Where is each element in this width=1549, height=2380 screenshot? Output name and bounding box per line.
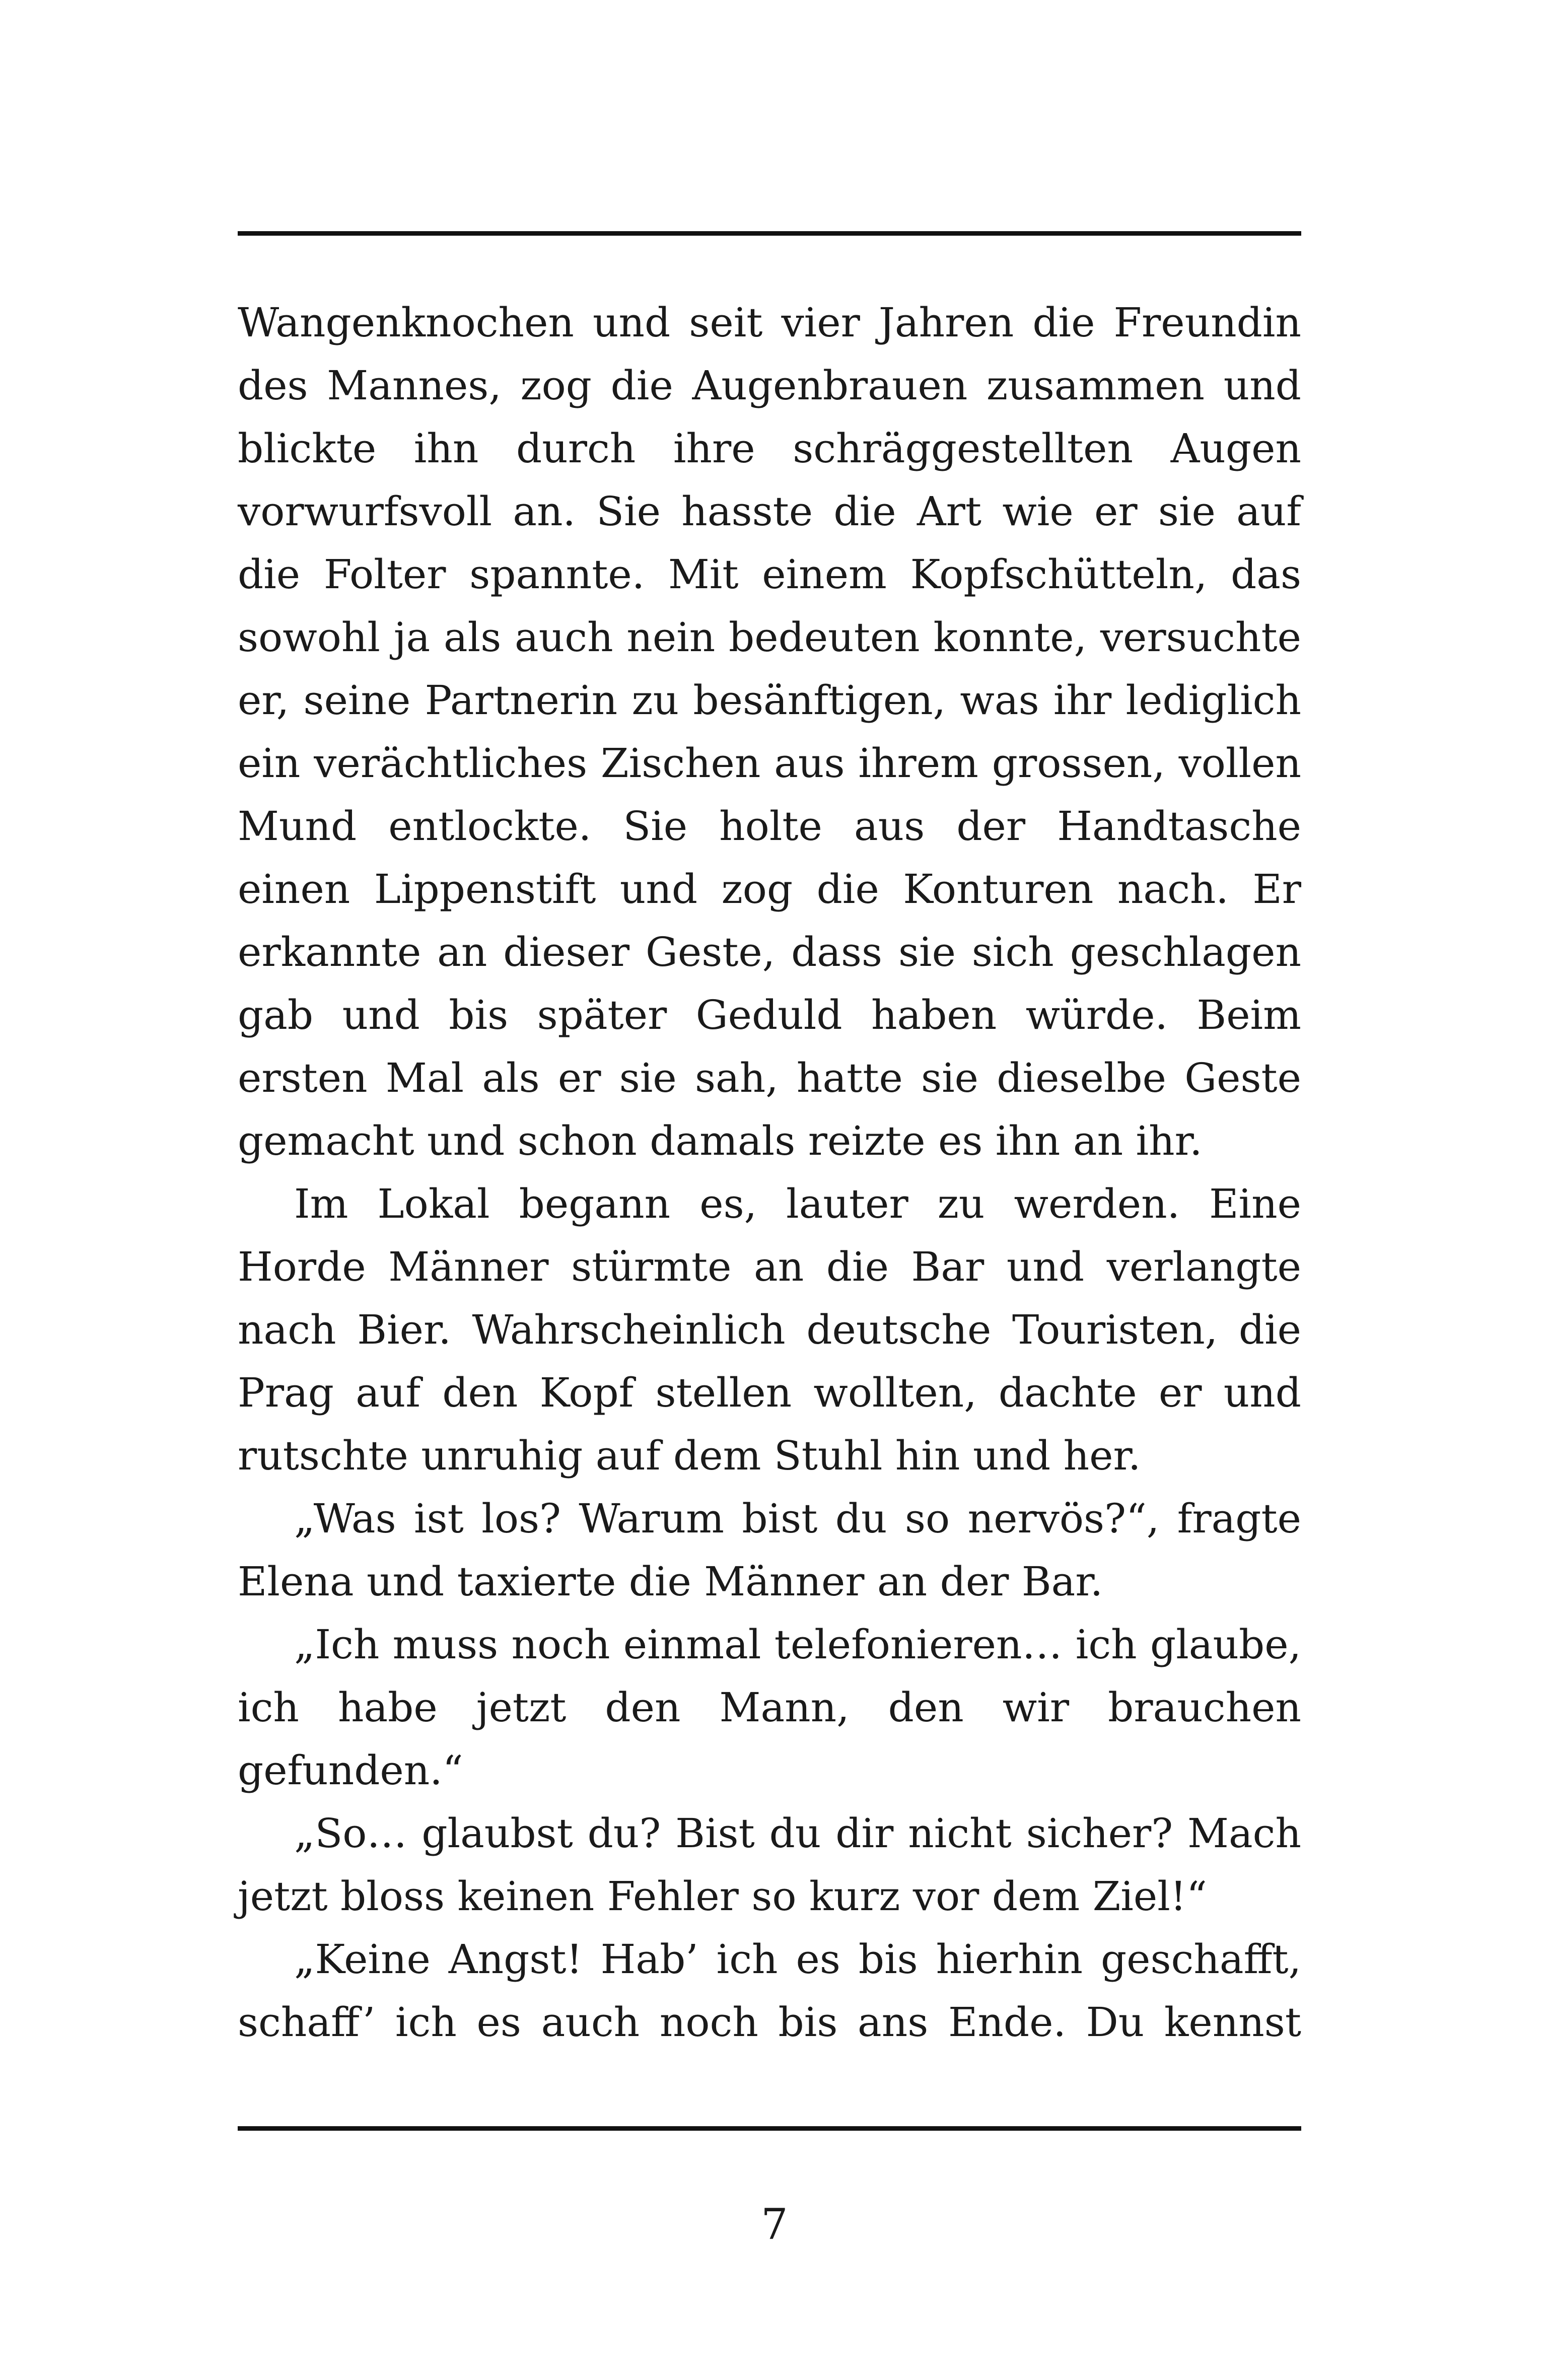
paragraph-dialogue: „Was ist los? Warum bist du so nervös?“, fragte Elena und taxierte die Männer an der Bar.	[238, 1495, 1301, 1605]
paragraph-dialogue: „Ich muss noch einmal telefonieren… ich glaube, ich habe jetzt den Mann, den wir brauchen gefunden.“	[238, 1621, 1301, 1794]
paragraph: Im Lokal begann es, lauter zu werden. Eine Horde Männer stürmte an die Bar und verlangte nach Bier. Wahrscheinlich deutsche Touristen, die Prag auf den Kopf stellen wollten, dachte er und rutschte unruhig auf dem Stuhl hin und her.	[238, 1180, 1301, 1479]
body-text	[238, 291, 1301, 2054]
paragraph-dialogue: „So… glaubst du? Bist du dir nicht sicher? Mach jetzt bloss keinen Fehler so kurz vor dem Ziel!“	[238, 1810, 1301, 1920]
page-number: 7	[761, 2200, 788, 2249]
footer-rule	[238, 2126, 1301, 2131]
paragraph-continued: Wangenknochen und seit vier Jahren die Freundin des Mannes, zog die Augenbrauen zusammen und blickte ihn durch ihre schräggestellten Augen vorwurfsvoll an. Sie hasste die Art wie er sie auf die Folter spannte. Mit einem Kopfschütteln, das sowohl ja als auch nein bedeuten konnte, versuchte er, seine Partnerin zu besänftigen, was ihr lediglich ein verächtliches Zischen aus ihrem grossen, vollen Mund entlockte. Sie holte aus der Handtasche einen Lippenstift und zog die Konturen nach. Er erkannte an dieser Geste, dass sie sich geschlagen gab und bis später Geduld haben würde. Beim ersten Mal als er sie sah, hatte sie dieselbe Geste gemacht und schon damals reizte es ihn an ihr.	[238, 299, 1301, 1164]
header-rule	[238, 231, 1301, 236]
paragraph-dialogue-continues: „Keine Angst! Hab’ ich es bis hierhin geschafft, schaff’ ich es auch noch bis ans Ende. Du kennst	[238, 1936, 1301, 2046]
